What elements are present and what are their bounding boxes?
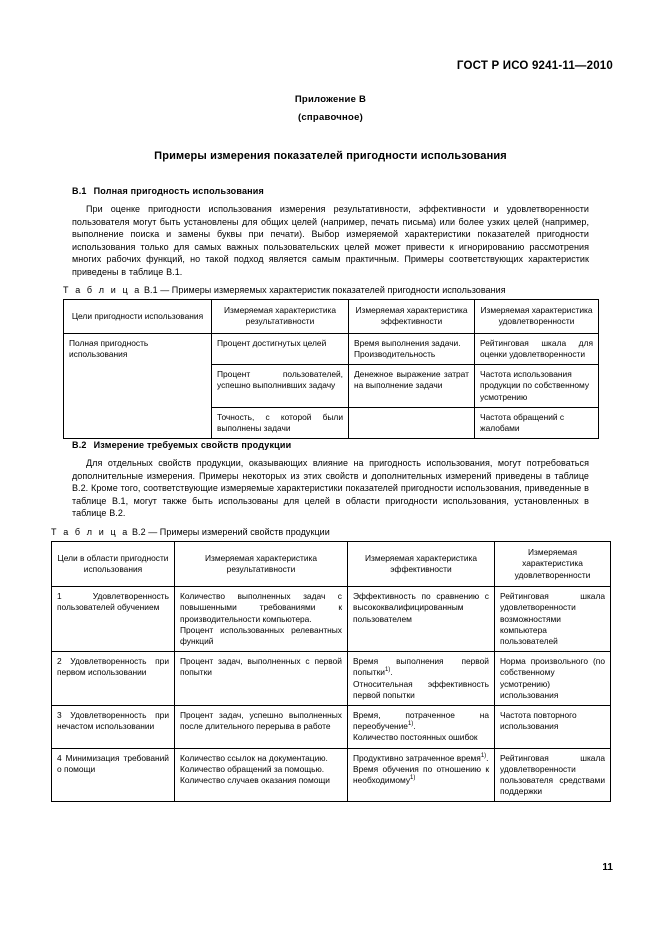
table-b1-goal-cell: Полная пригодность использования — [64, 333, 212, 438]
section-b1-heading — [72, 186, 589, 196]
table-b1-cell-satisfaction: Частота обращений с жалобами — [475, 407, 599, 438]
table-b2-caption — [51, 527, 610, 537]
table-b2-cell-goal: 3 Удовлетворенность при нечастом использовании — [52, 706, 175, 749]
table-b2-cell-efficiency: Время, потраченное на переобучение$^{1)}$. Количество постоянных ошибок — [348, 706, 495, 749]
page-title: Примеры измерения показателей пригодности использования — [154, 150, 507, 162]
table-b2-cell-satisfaction: Рейтинговая шкала удовлетворенности возможностями компьютера пользователей — [495, 587, 611, 652]
efficiency-line-1: Время, потраченное на переобучение — [353, 710, 489, 732]
table-b1-caption — [63, 285, 598, 295]
page-number: 11 — [602, 862, 613, 873]
section-b1-paragraph: При оценке пригодности использования измерения результативности, эффективности и удовлетворенности пользователя могут быть установлены для общих целей (например, печать письма) или более узких целей (например, выполнение поиска и замены буквы при печати). Выбор измеряемой характеристики показателей пригодности использования только для самых важных пользовательских целей может привести к игнорированию рассмотрения многих рабочих функций, но такой подход является самым практичным. Примеры соответствующих характеристик приведены в таблице В.1. — [72, 204, 589, 277]
table-b2-cell-efficiency: Эффективность по сравнению с высококвалифицированным пользователем — [348, 587, 495, 652]
table-b2-caption-number: В.2 — [131, 527, 146, 537]
table-b2-cell-effectiveness: Процент задач, успешно выполненных после длительного перерыва в работе — [175, 706, 348, 749]
footnote-marker: 1) — [407, 721, 414, 728]
table-b2-cell-satisfaction: Норма произвольного (по собственному усмотрению) использования — [495, 652, 611, 706]
standard-identifier-header: ГОСТ Р ИСО 9241-11—2010 — [456, 60, 613, 72]
appendix-subtitle: (справочное) — [297, 112, 364, 123]
footnote-marker: 1) — [410, 775, 416, 782]
table-b2-cell-effectiveness: Количество ссылок на документацию. Количество обращений за помощью. Количество случаев оказания помощи — [175, 748, 348, 802]
table-b1-wrapper — [63, 299, 598, 439]
table-b2-cell-satisfaction: Частота повторного использования — [495, 706, 611, 749]
table-b2-cell-goal: 4 Минимизация требований о помощи — [52, 748, 175, 802]
table-b1-caption-label: Т а б л и ц а — [63, 285, 142, 295]
table-b2-cell-effectiveness: Количество выполненных задач с повышенными требованиями к производительности компьютера. Процент использованных релевантных функций — [175, 587, 348, 652]
table-b2-header-row — [52, 542, 611, 587]
table-b1-header-effectiveness: Измеряемая характеристика результативности — [212, 300, 349, 334]
footnote-marker: 1) — [480, 752, 487, 759]
table-b2-caption-label: Т а б л и ц а — [51, 527, 130, 537]
efficiency-line-2: Относительная эффективность первой попытки — [353, 678, 489, 700]
table-b2-header-efficiency: Измеряемая характеристика эффективности — [348, 542, 495, 587]
table-b2-header-goals: Цели в области пригодности использования — [52, 542, 175, 587]
table-b1-cell-satisfaction: Рейтинговая шкала для оценки удовлетворенности — [475, 333, 599, 364]
table-b2-caption-wrap — [51, 527, 610, 537]
table-b1-caption-wrap — [63, 285, 598, 295]
table-b2-cell-goal: 1 Удовлетворенность пользователей обучением — [52, 587, 175, 652]
table-row — [64, 333, 599, 364]
table-b2-cell-goal: 2 Удовлетворенность при первом использовании — [52, 652, 175, 706]
table-b2-wrapper — [51, 541, 610, 802]
appendix-title: Приложение В — [294, 94, 367, 105]
table-b1-header-row — [64, 300, 599, 334]
efficiency-line-1: Продуктивно затраченное время — [353, 752, 481, 763]
appendix-heading-block — [0, 94, 661, 123]
table-b1 — [63, 299, 599, 439]
section-b1 — [72, 186, 589, 279]
table-row — [52, 652, 611, 706]
table-b2-cell-efficiency: Время выполнения первой попытки$^{1)}$. Относительная эффективность первой попытки — [348, 652, 495, 706]
table-b2-caption-text: — Примеры измерений свойств продукции — [148, 527, 330, 537]
table-b2-cell-effectiveness: Процент задач, выполненных с первой попытки — [175, 652, 348, 706]
table-b2 — [51, 541, 611, 802]
section-b2-number: В.2 — [72, 440, 87, 450]
table-b2-cell-efficiency: Продуктивно затраченное время$^{1)}$. Время обучения по отношению к необходимому$^{1)}$ — [348, 748, 495, 802]
table-b1-cell-effectiveness: Процент достигнутых целей — [212, 333, 349, 364]
table-b1-caption-number: В.1 — [143, 285, 158, 295]
efficiency-line-2: Количество постоянных ошибок — [353, 732, 478, 743]
table-b1-header-goals: Цели пригодности использования — [64, 300, 212, 334]
table-b1-cell-efficiency — [349, 407, 475, 438]
efficiency-line-1: Время выполнения первой попытки — [353, 656, 489, 678]
table-b2-header-satisfaction: Измеряемая характеристика удовлетворенности — [495, 542, 611, 587]
section-b2-heading-text: Измерение требуемых свойств продукции — [93, 440, 292, 450]
table-row — [52, 748, 611, 802]
table-b1-header-satisfaction: Измеряемая характеристика удовлетворенности — [475, 300, 599, 334]
table-b1-cell-satisfaction: Частота использования продукции по собственному усмотрению — [475, 365, 599, 408]
section-b1-heading-text: Полная пригодность использования — [93, 186, 264, 196]
section-b1-number: В.1 — [72, 186, 87, 196]
section-b2-heading — [72, 440, 589, 450]
table-b1-cell-efficiency: Денежное выражение затрат на выполнение задачи — [349, 365, 475, 408]
section-b2-paragraph: Для отдельных свойств продукции, оказывающих влияние на пригодность использования, могут потребоваться дополнительные измерения. Примеры некоторых из этих свойств и дополнительных измерений приведены в таблице В.2. Кроме того, соответствующие измеряемые характеристики показателей пригодности использования, приведенные в таблице В.1, могут также быть использованы для целей в области пригодности использования, установленных в таблице В.2. — [72, 458, 589, 519]
efficiency-line-2: Время обучения по отношению к необходимому — [353, 763, 489, 786]
table-b1-caption-text: — Примеры измеряемых характеристик показателей пригодности использования — [160, 285, 506, 295]
table-b1-cell-effectiveness: Точность, с которой были выполнены задачи — [212, 407, 349, 438]
table-row — [52, 587, 611, 652]
section-b2 — [72, 440, 589, 520]
table-b1-cell-effectiveness: Процент пользователей, успешно выполнивших задачу — [212, 365, 349, 408]
table-b1-cell-efficiency: Время выполнения задачи. Производительность — [349, 333, 475, 364]
footnote-marker: 1) — [384, 667, 391, 674]
table-b2-cell-satisfaction: Рейтинговая шкала удовлетворенности пользователя средствами поддержки — [495, 748, 611, 802]
table-b1-header-efficiency: Измеряемая характеристика эффективности — [349, 300, 475, 334]
table-row — [52, 706, 611, 749]
table-b2-header-effectiveness: Измеряемая характеристика результативности — [175, 542, 348, 587]
